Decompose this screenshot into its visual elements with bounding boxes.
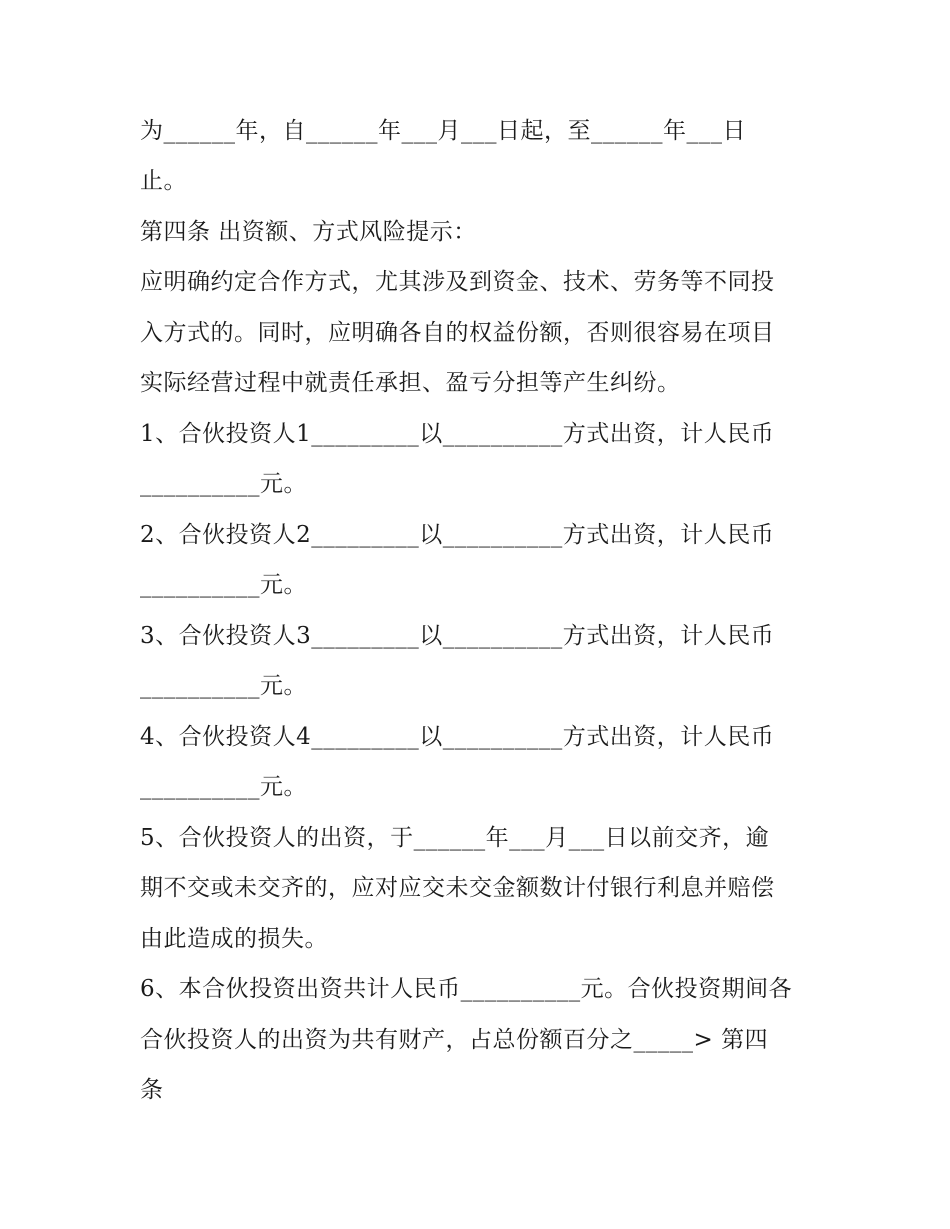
text-line: 实际经营过程中就责任承担、盈亏分担等产生纠纷。 <box>140 370 681 396</box>
text-line: 为______年，自______年___月___日起，至______年___日 <box>140 118 746 144</box>
text-line: 合伙投资人的出资为共有财产，占总份额百分之_____> 第四 <box>140 1027 769 1053</box>
text-line: 条 <box>140 1077 164 1103</box>
list-item: 1、合伙投资人1_________以__________方式出资，计人民币 <box>140 421 775 447</box>
text-line: 期不交或未交齐的，应对应交未交金额数计付银行利息并赔偿 <box>140 875 775 901</box>
list-item: 4、合伙投资人4_________以__________方式出资，计人民币 <box>140 724 775 750</box>
text-line: 应明确约定合作方式，尤其涉及到资金、技术、劳务等不同投 <box>140 269 775 295</box>
section-heading: 第四条 出资额、方式风险提示： <box>140 219 477 245</box>
list-item: 6、本合伙投资出资共计人民币__________元。合伙投资期间各 <box>140 976 793 1002</box>
text-line: __________元。 <box>140 471 307 497</box>
text-line: __________元。 <box>140 572 307 598</box>
list-item: 2、合伙投资人2_________以__________方式出资，计人民币 <box>140 522 775 548</box>
text-line: 由此造成的损失。 <box>140 926 328 952</box>
text-line: 入方式的。同时，应明确各自的权益份额，否则很容易在项目 <box>140 320 775 346</box>
text-line: 止。 <box>140 168 187 194</box>
list-item: 3、合伙投资人3_________以__________方式出资，计人民币 <box>140 623 775 649</box>
text-line: __________元。 <box>140 673 307 699</box>
list-item: 5、合伙投资人的出资，于______年___月___日以前交齐，逾 <box>140 825 770 851</box>
text-line: __________元。 <box>140 774 307 800</box>
